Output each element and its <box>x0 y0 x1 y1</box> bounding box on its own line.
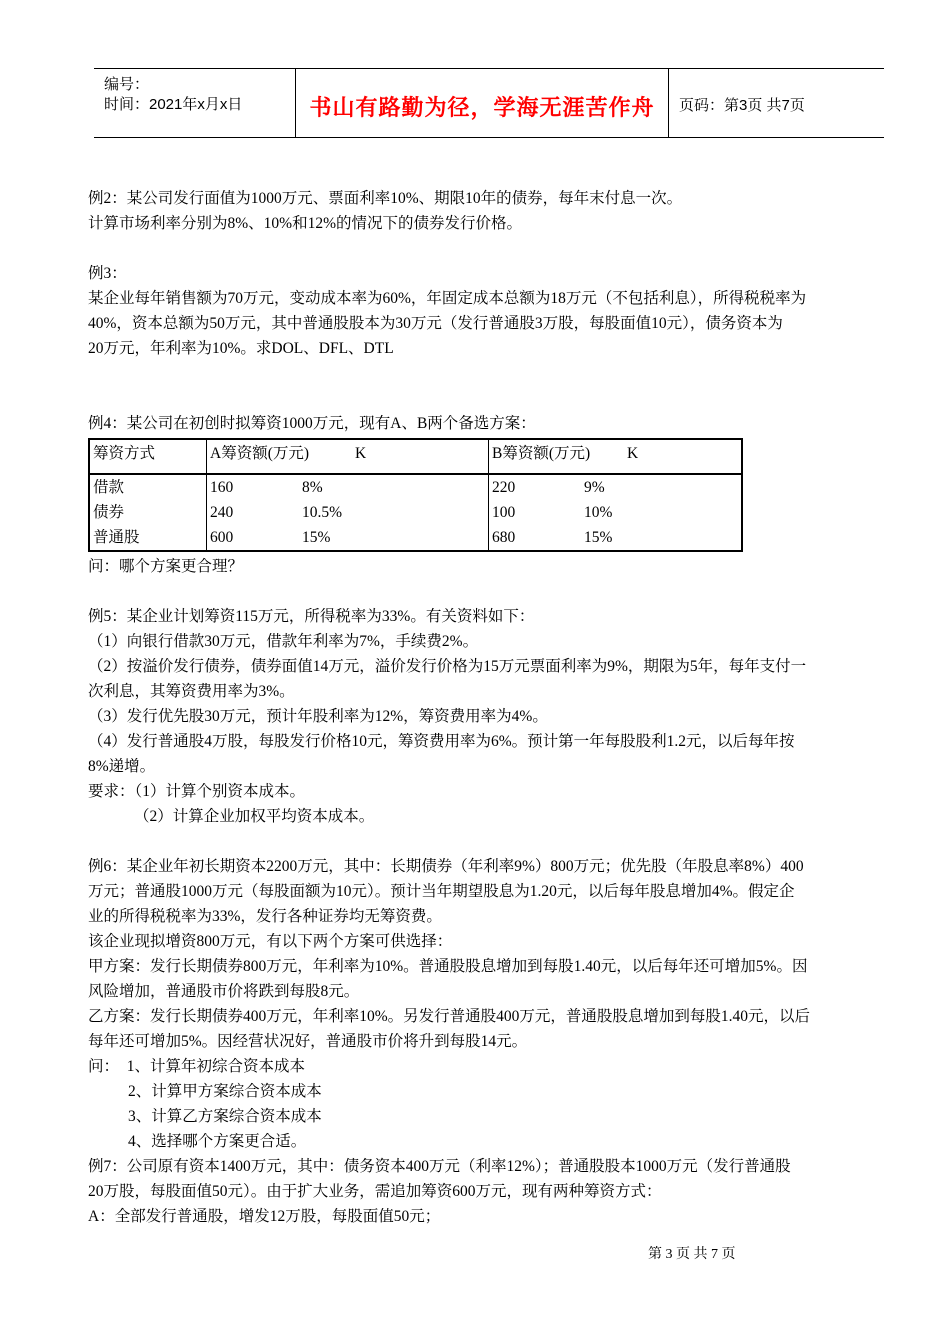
example-7 <box>88 1154 888 1229</box>
paragraph-line: 风险增加，普通股市价将跌到每股8元。 <box>88 983 360 1000</box>
paragraph-line: 该企业现拟增资800万元，有以下两个方案可供选择： <box>88 933 453 950</box>
paragraph-line: 万元；普通股1000万元（每股面额为10元）。预计当年期望股息为1.20元，以后每年股息增加4%。假定企 <box>88 883 795 900</box>
financing-table <box>88 438 743 552</box>
code-label: 编号： <box>104 76 150 93</box>
paragraph-line: 4、选择哪个方案更合适。 <box>128 1133 307 1150</box>
table-cell: 债券 <box>89 500 207 525</box>
table-header-cell: A筹资额(万元) K <box>207 439 489 474</box>
paragraph-line: （2）按溢价发行债券，债券面值14万元，溢价发行价格为15万元票面利率为9%，期限为5年，每年支付一 <box>88 658 807 675</box>
table-cell: 240 10.5% <box>207 500 489 525</box>
paragraph-line: 2、计算甲方案综合资本成本 <box>128 1083 322 1100</box>
paragraph-line: 要求：（1）计算个别资本成本。 <box>88 783 306 800</box>
table-cell: 普通股 <box>89 525 207 551</box>
paragraph-line: （4）发行普通股4万股，每股发行价格10元，筹资费用率为6%。预计第一年每股股利1.2元，以后每年按 <box>88 733 795 750</box>
example-4 <box>88 411 888 579</box>
paragraph-line: A：全部发行普通股，增发12万股，每股面值50元； <box>88 1208 441 1225</box>
table-header-cell: B筹资额(万元) K <box>489 439 743 474</box>
table-cell: 220 9% <box>489 474 743 500</box>
example-6 <box>88 854 888 1154</box>
example-2 <box>88 186 888 236</box>
paragraph-line: 3、计算乙方案综合资本成本 <box>128 1108 322 1125</box>
header-meta-cell <box>94 69 296 137</box>
paragraph-line: 甲方案：发行长期债券800万元，年利率为10%。普通股股息增加到每股1.40元，以后每年还可增加5%。因 <box>88 958 808 975</box>
paragraph-line: 问：哪个方案更合理？ <box>88 558 244 575</box>
paragraph-line: 例4：某公司在初创时拟筹资1000万元，现有A、B两个备选方案： <box>88 415 536 432</box>
example-3 <box>88 261 888 361</box>
table-header-cell: 筹资方式 <box>89 439 207 474</box>
header-page-cell <box>669 69 884 137</box>
paragraph-line: 业的所得税税率为33%，发行各种证券均无筹资费。 <box>88 908 442 925</box>
table-cell: 160 8% <box>207 474 489 500</box>
paragraph-line: 次利息，其筹资费用率为3%。 <box>88 683 295 700</box>
paragraph-line: （3）发行优先股30万元，预计年股利率为12%，筹资费用率为4%。 <box>88 708 548 725</box>
paragraph-line: 例2：某公司发行面值为1000万元、票面利率10%、期限10年的债券，每年末付息一次。 <box>88 190 683 207</box>
paragraph-line: 20万股，每股面值50元）。由于扩大业务，需追加筹资600万元，现有两种筹资方式： <box>88 1183 662 1200</box>
paragraph-line: （1）向银行借款30万元，借款年利率为7%，手续费2%。 <box>88 633 479 650</box>
motto: 书山有路勤为径，学海无涯苦作舟 <box>309 95 655 120</box>
paragraph-line: 计算市场利率分别为8%、10%和12%的情况下的债券发行价格。 <box>88 215 522 232</box>
paragraph-line: 例3： <box>88 265 127 282</box>
paragraph-line: 40%，资本总额为50万元，其中普通股股本为30万元（发行普通股3万股，每股面值10元），债务资本为 <box>88 315 783 332</box>
paragraph-line: 某企业每年销售额为70万元，变动成本率为60%，年固定成本总额为18万元（不包括利息），所得税税率为 <box>88 290 807 307</box>
table-row <box>89 525 742 551</box>
paragraph-line: 每年还可增加5%。因经营状况好，普通股市价将升到每股14元。 <box>88 1033 528 1050</box>
paragraph-line: 问： 1、计算年初综合资本成本 <box>88 1058 306 1075</box>
paragraph-line: 例6：某企业年初长期资本2200万元，其中：长期债券（年利率9%）800万元；优先股（年股息率8%）400 <box>88 858 804 875</box>
header-motto-cell <box>296 69 669 137</box>
table-row <box>89 500 742 525</box>
paragraph-line: 乙方案：发行长期债券400万元，年利率10%。另发行普通股400万元，普通股股息增加到每股1.40元，以后 <box>88 1008 811 1025</box>
table-cell: 借款 <box>89 474 207 500</box>
paragraph-line: 例7：公司原有资本1400万元，其中：债务资本400万元（利率12%）；普通股股本1000万元（发行普通股 <box>88 1158 791 1175</box>
example-5 <box>88 604 888 829</box>
table-cell: 600 15% <box>207 525 489 551</box>
table-header-row <box>89 439 742 474</box>
document-body <box>88 186 888 1229</box>
time-label: 时间：2021年x月x日 <box>104 96 243 113</box>
page-header <box>94 68 884 138</box>
page-footer: 第 3 页 共 7 页 <box>648 1247 736 1262</box>
page-label: 页码：第3页 共7页 <box>679 97 805 114</box>
paragraph-line: 8%递增。 <box>88 758 156 775</box>
table-cell: 680 15% <box>489 525 743 551</box>
paragraph-line: （2）计算企业加权平均资本成本。 <box>134 808 375 825</box>
table-cell: 100 10% <box>489 500 743 525</box>
table-row <box>89 474 742 500</box>
paragraph-line: 例5：某企业计划筹资115万元，所得税率为33%。有关资料如下： <box>88 608 535 625</box>
paragraph-line: 20万元，年利率为10%。求DOL、DFL、DTL <box>88 340 394 357</box>
